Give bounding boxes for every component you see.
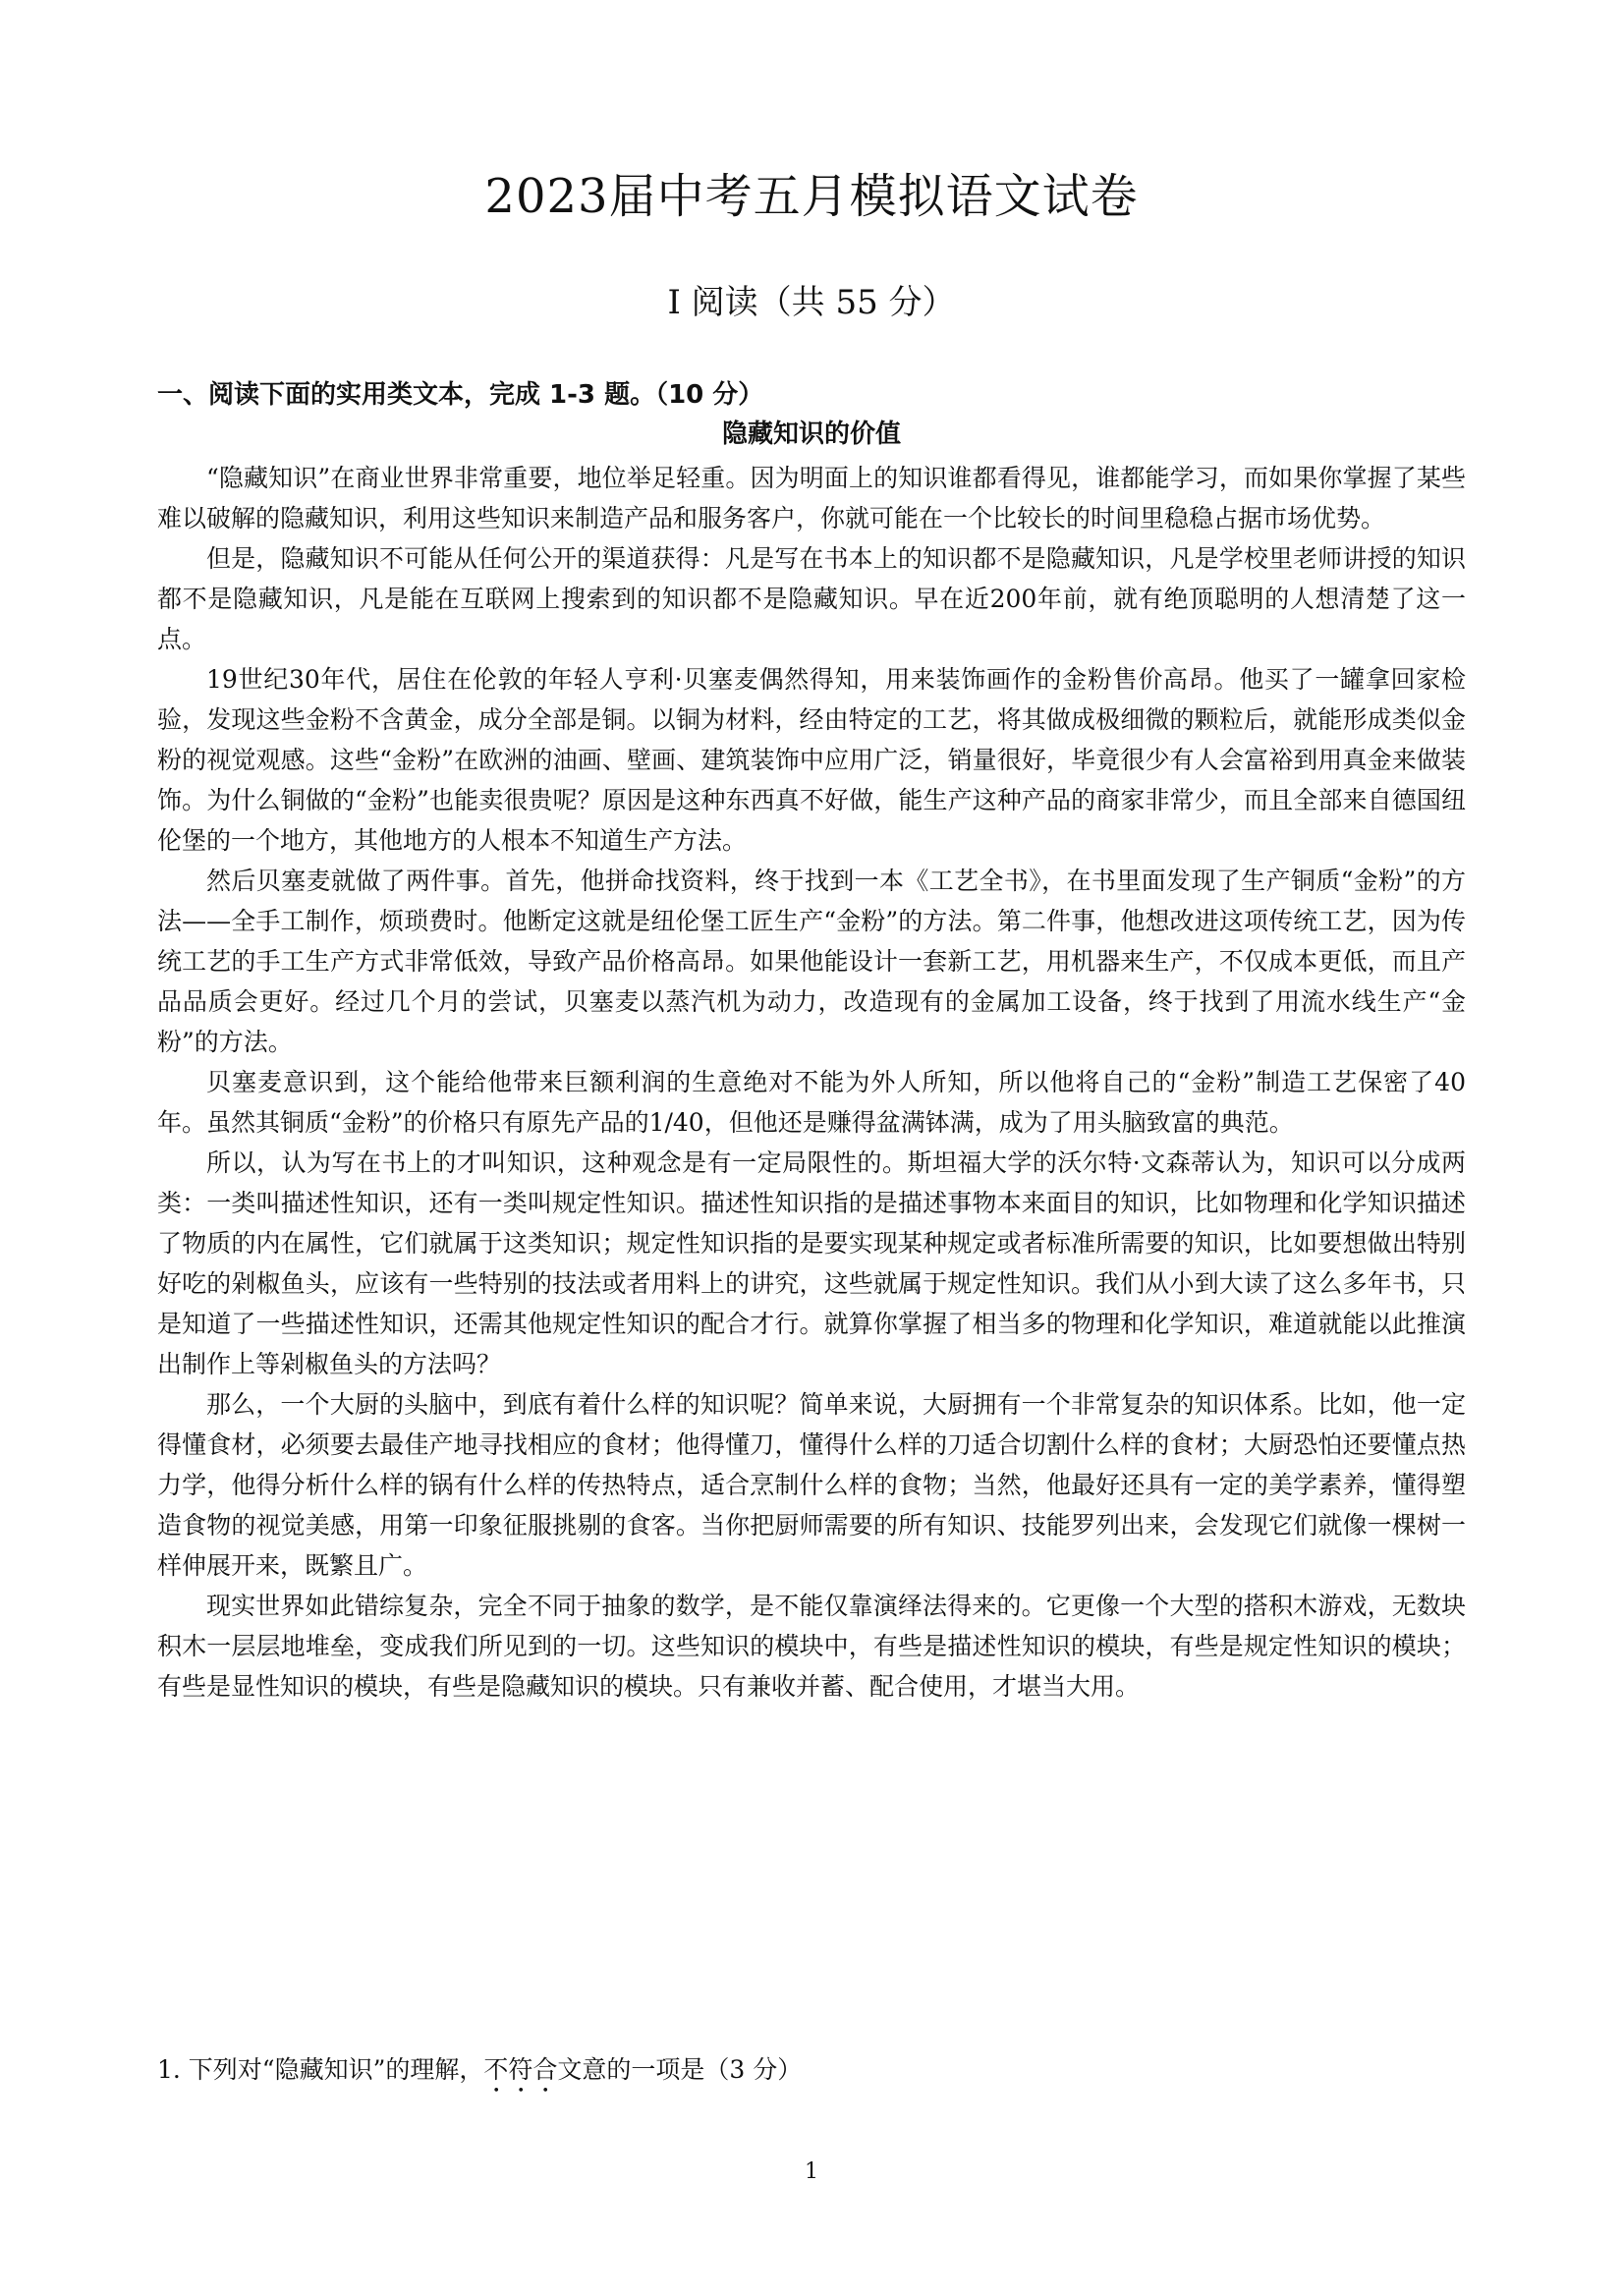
part-title: Ⅰ 阅读（共 55 分） xyxy=(667,283,956,322)
paragraph: 然后贝塞麦就做了两件事。首先，他拼命找资料，终于找到一本《工艺全书》，在书里面发现了生产铜质“金粉”的方法——全手工制作，烦琐费时。他断定这就是纽伦堡工匠生产“金粉”的方法。第二件事，他想改进这项传统工艺，因为传统工艺的手工生产方式非常低效，导致产品价格高昂。如果他能设计一套新工艺，用机器来生产，不仅成本更低，而且产品品质会更好。经过几个月的尝试，贝塞麦以蒸汽机为动力，改造现有的金属加工设备，终于找到了用流水线生产“金粉”的方法。 xyxy=(157,867,1466,1056)
question-1 xyxy=(157,2050,802,2099)
paragraph: 所以，认为写在书上的才叫知识，这种观念是有一定局限性的。斯坦福大学的沃尔特·文森蒂认为，知识可以分成两类：一类叫描述性知识，还有一类叫规定性知识。描述性知识指的是描述事物本来面目的知识，比如物理和化学知识描述了物质的内在属性，它们就属于这类知识；规定性知识指的是要实现某种规定或者标准所需要的知识，比如要想做出特别好吃的剁椒鱼头，应该有一些特别的技法或者用料上的讲究，这些就属于规定性知识。我们从小到大读了这么多年书，只是知道了一些描述性知识，还需其他规定性知识的配合才行。就算你掌握了相当多的物理和化学知识，难道就能以此推演出制作上等剁椒鱼头的方法吗？ xyxy=(157,1148,1466,1378)
page-number: 1 xyxy=(805,2159,818,2184)
paragraph: 现实世界如此错综复杂，完全不同于抽象的数学，是不能仅靠演绎法得来的。它更像一个大型的搭积木游戏，无数块积木一层层地堆垒，变成我们所见到的一切。这些知识的模块中，有些是描述性知识的模块，有些是规定性知识的模块；有些是显性知识的模块，有些是隐藏知识的模块。只有兼收并蓄、配合使用，才堪当大用。 xyxy=(157,1592,1466,1701)
document-title: 2023届中考五月模拟语文试卷 xyxy=(484,169,1139,224)
paragraph: 19世纪30年代，居住在伦敦的年轻人亨利·贝塞麦偶然得知，用来装饰画作的金粉售价高昂。他买了一罐拿回家检验，发现这些金粉不含黄金，成分全部是铜。以铜为材料，经由特定的工艺，将其做成极细微的颗粒后，就能形成类似金粉的视觉观感。这些“金粉”在欧洲的油画、壁画、建筑装饰中应用广泛，销量很好，毕竟很少有人会富裕到用真金来做装饰。为什么铜做的“金粉”也能卖很贵呢？原因是这种东西真不好做，能生产这种产品的商家非常少，而且全部来自德国纽伦堡的一个地方，其他地方的人根本不知道生产方法。 xyxy=(157,665,1466,855)
section-heading: 一、阅读下面的实用类文本，完成 1-3 题。（10 分） xyxy=(157,380,764,410)
paragraph: “隐藏知识”在商业世界非常重要，地位举足轻重。因为明面上的知识谁都看得见，谁都能学习，而如果你掌握了某些难以破解的隐藏知识，利用这些知识来制造产品和服务客户，你就可能在一个比较长的时间里稳稳占据市场优势。 xyxy=(157,464,1466,532)
paragraph: 但是，隐藏知识不可能从任何公开的渠道获得：凡是写在书本上的知识都不是隐藏知识，凡是学校里老师讲授的知识都不是隐藏知识，凡是能在互联网上搜索到的知识都不是隐藏知识。早在近200年前，就有绝顶聪明的人想清楚了这一点。 xyxy=(157,544,1466,653)
question-suffix: 文意的一项是（3 分） xyxy=(557,2055,803,2084)
article-title: 隐藏知识的价值 xyxy=(721,420,901,449)
paragraph: 贝塞麦意识到，这个能给他带来巨额利润的生意绝对不能为外人所知，所以他将自己的“金粉”制造工艺保密了40年。虽然其铜质“金粉”的价格只有原先产品的1/40，但他还是赚得盆满钵满，成为了用头脑致富的典范。 xyxy=(157,1068,1466,1137)
question-emphasis: 不符合 xyxy=(483,2055,558,2084)
paragraph: 那么，一个大厨的头脑中，到底有着什么样的知识呢？简单来说，大厨拥有一个非常复杂的知识体系。比如，他一定得懂食材，必须要去最佳产地寻找相应的食材；他得懂刀，懂得什么样的刀适合切割什么样的食材；大厨恐怕还要懂点热力学，他得分析什么样的锅有什么样的传热特点，适合烹制什么样的食物；当然，他最好还具有一定的美学素养，懂得塑造食物的视觉美感，用第一印象征服挑剔的食客。当你把厨师需要的所有知识、技能罗列出来，会发现它们就像一棵树一样伸展开来，既繁且广。 xyxy=(157,1390,1466,1580)
question-prefix: 1. 下列对“隐藏知识”的理解， xyxy=(157,2055,484,2084)
article-body xyxy=(157,458,1466,1707)
